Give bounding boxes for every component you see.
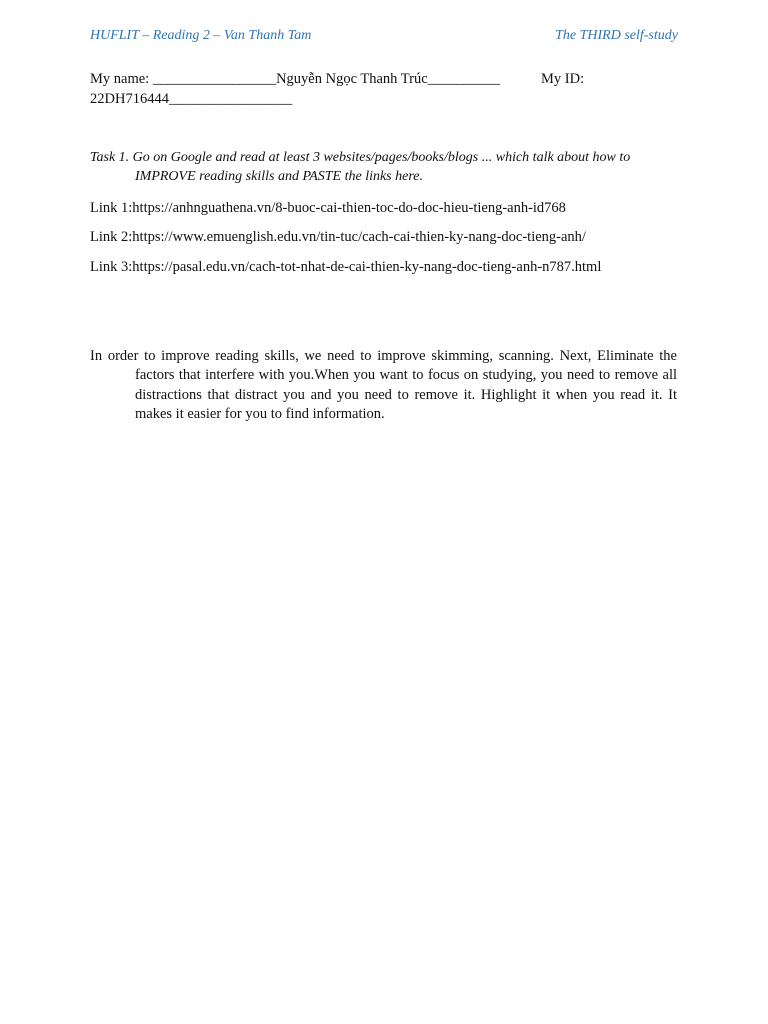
student-name-row <box>90 70 680 89</box>
link-3: Link 3:https://pasal.edu.vn/cach-tot-nhat-de-cai-thien-ky-nang-doc-tieng-anh-n787.html <box>90 259 602 275</box>
link-1: Link 1:https://anhnguathena.vn/8-buoc-cai-thien-toc-do-doc-hieu-tieng-anh-id768 <box>90 200 566 216</box>
task-line-2: IMPROVE reading skills and PASTE the links here. <box>135 169 423 184</box>
student-id-line: 22DH716444_________________ <box>90 91 293 107</box>
page-header <box>90 28 678 44</box>
answer-paragraph: In order to improve reading skills, we need to improve skimming, scanning. Next, Eliminate the factors that interfere with you.When you want to focus on studying, you need to remove all distractions that distract you and you need to remove it. Highlight it when you read it. It makes it easier for you to find information. <box>90 348 677 422</box>
task-line-1: Task 1. Go on Google and read at least 3 websites/pages/books/blogs ... which talk about how to <box>90 150 631 165</box>
student-id-label: My ID: <box>541 71 585 87</box>
link-2: Link 2:https://www.emuenglish.edu.vn/tin-tuc/cach-cai-thien-ky-nang-doc-tieng-anh/ <box>90 229 586 245</box>
header-left-title: HUFLIT – Reading 2 – Van Thanh Tam <box>90 28 312 43</box>
header-right-title: The THIRD self-study <box>555 28 678 43</box>
task-instruction <box>90 148 680 186</box>
student-name-line: My name: _________________Nguyễn Ngọc Thanh Trúc__________ <box>90 71 501 87</box>
